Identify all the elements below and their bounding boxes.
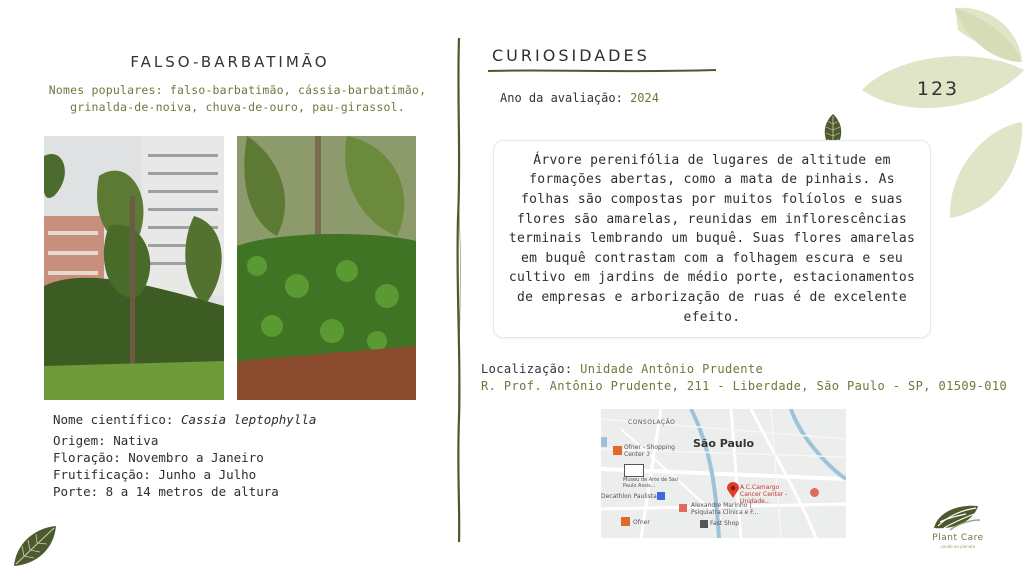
shopping-icon bbox=[621, 517, 630, 526]
map-city-label: São Paulo bbox=[693, 437, 755, 450]
leaf-icon bbox=[10, 522, 60, 570]
location-map[interactable] bbox=[601, 409, 846, 538]
curiosities-title: CURIOSIDADES bbox=[492, 46, 650, 65]
scientific-name-row bbox=[53, 411, 316, 428]
popular-names: Nomes populares: falso-barbatimão, cássia-barbatimão, grinalda-de-noiva, chuva-de-ouro, pau-girassol. bbox=[48, 83, 427, 114]
map-poi-7: Fast Shop bbox=[710, 520, 740, 527]
plant-care-logo-icon bbox=[930, 502, 982, 534]
shopping-icon bbox=[700, 520, 708, 528]
flowering: Floração: Novembro a Janeiro bbox=[53, 450, 264, 465]
location-unit: Unidade Antônio Prudente bbox=[580, 362, 764, 376]
vertical-divider bbox=[452, 38, 466, 542]
brand-tagline: saúde ao planeta bbox=[940, 544, 976, 549]
museum-icon bbox=[624, 464, 644, 477]
map-poi-6: Ofner bbox=[633, 519, 650, 526]
map-poi-5: A.C.Camargo Cancer Center - Unidade... bbox=[740, 484, 788, 505]
curiosities-card bbox=[493, 140, 931, 338]
hospital-icon bbox=[810, 488, 819, 497]
title-underline bbox=[488, 67, 716, 75]
origin: Origem: Nativa bbox=[53, 433, 159, 448]
year-value: 2024 bbox=[630, 91, 659, 105]
map-poi-1: Ofner - Shopping Center 3 bbox=[624, 444, 675, 458]
scientific-name-label: Nome científico: bbox=[53, 412, 174, 427]
shopping-icon bbox=[613, 446, 622, 455]
size: Porte: 8 a 14 metros de altura bbox=[53, 484, 279, 499]
scientific-name: Cassia leptophylla bbox=[180, 412, 317, 427]
plant-facts bbox=[53, 411, 316, 500]
year-label: Ano da avaliação: bbox=[500, 91, 623, 105]
hedge-photo bbox=[237, 136, 416, 400]
location-label: Localização: bbox=[481, 362, 573, 376]
map-poi-2: Museu de Arte de São Paulo Assis... bbox=[623, 477, 678, 489]
map-poi-4: Alexandre Marinho | Psiquiatra Clínica e F... bbox=[691, 502, 759, 516]
map-pin-icon bbox=[727, 482, 739, 498]
location bbox=[481, 361, 1007, 395]
map-poi-3: Decathlon Paulista bbox=[601, 493, 657, 500]
hospital-icon bbox=[679, 504, 687, 512]
brand-name: Plant Care bbox=[932, 533, 984, 543]
location-address: R. Prof. Antônio Prudente, 211 - Liberdade, São Paulo - SP, 01509-010 bbox=[481, 379, 1008, 393]
tree-photo bbox=[44, 136, 224, 400]
page-number: 123 bbox=[916, 78, 960, 100]
evaluation-year bbox=[500, 91, 659, 105]
curiosities-text: Árvore perenifólia de lugares de altitude em formações abertas, como a mata de pinhais. As folhas são compostas por muitos folíolos e suas flores são amarelas, reunidas em inflorescências terminais lembrando um buquê. Suas flores amarelas em buquê contrastam com a folhagem escura e seu cultivo em jardins de médio porte, estacionamentos de empresas e arborização de ruas é de excelente efeito. bbox=[508, 152, 916, 325]
map-district-label: CONSOLAÇÃO bbox=[628, 419, 676, 426]
plant-name-title: FALSO-BARBATIMÃO bbox=[130, 53, 330, 71]
fruiting: Frutificação: Junho a Julho bbox=[53, 467, 257, 482]
hospital-icon bbox=[657, 492, 665, 500]
